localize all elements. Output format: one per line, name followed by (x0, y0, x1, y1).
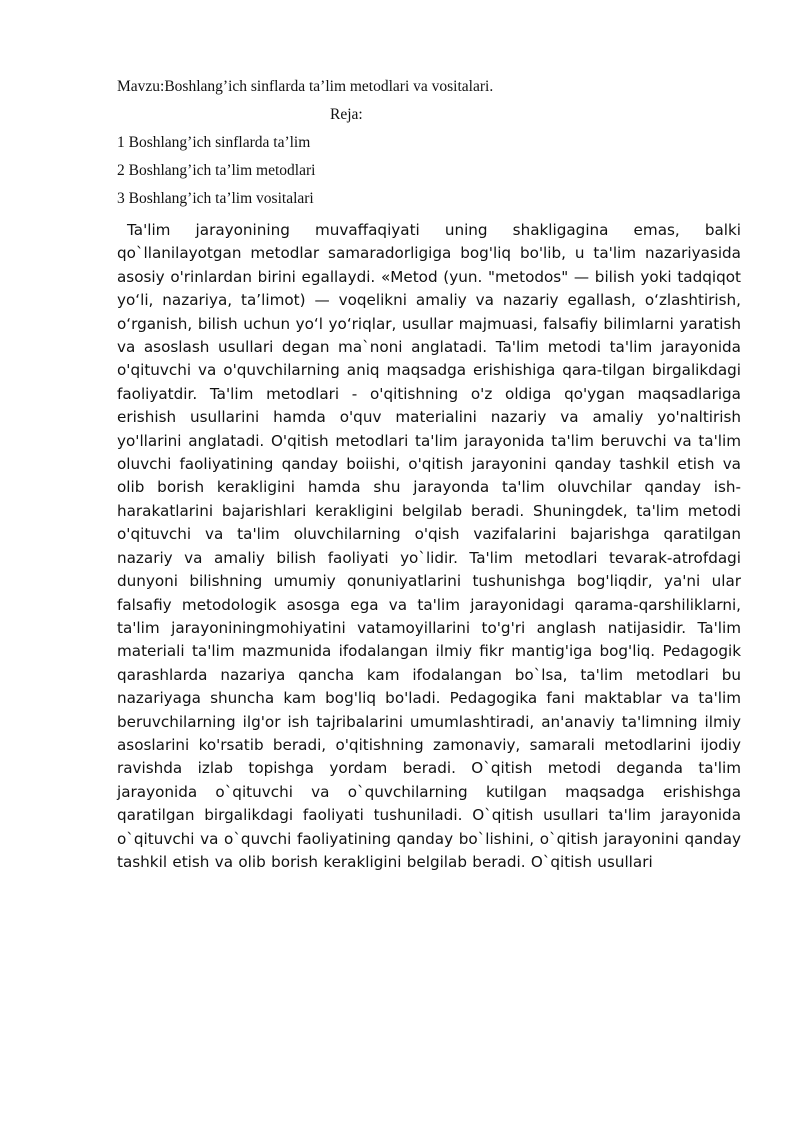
plan-item: 3 Boshlang’ich ta’lim vositalari (117, 190, 314, 207)
plan-heading: Reja: (330, 106, 363, 123)
plan-item: 1 Boshlang’ich sinflarda ta’lim (117, 134, 311, 151)
body-paragraph: Ta'lim jarayonining muvaffaqiyati uning shakligagina emas, balki qo`llanilayotgan metodlar samaradorligiga bog'liq bo'lib, u ta'lim nazariyasida asosiy o'rinlardan birini egallaydi. «Metod (yun. "metodos" — bilish yoki tadqiqot yo‘li, nazariya, ta’limot) — voqelikni amaliy va nazariy egallash, o‘zlashtirish, o‘rganish, bilish uchun yo‘l yo‘riqlar, usullar majmuasi, falsafiy bilimlarni yaratish va asoslash usullari degan ma`noni anglatadi. Ta'lim metodi ta'lim jarayonida o'qituvchi va o'quvchilarning aniq maqsadga erishishiga qara-tilgan birgalikdagi faoliyatdir. Ta'lim metodlari - o'qitishning o'z oldiga qo'ygan maqsadlariga erishish usullarini hamda o'quv materialini nazariy va amaliy yo'naltirish yo'llarini anglatadi. O'qitish metodlari ta'lim jarayonida ta'lim beruvchi va ta'lim oluvchi faoliyatining qanday boiishi, o'qitish jarayonini qanday tashkil etish va olib borish kerakligini hamda shu jarayonda ta'lim oluvchilar qanday ish-harakatlarini bajarishlari kerakligini belgilab beradi. Shuningdek, ta'lim metodi o'qituvchi va ta'lim oluvchilarning o'qish vazifalarini bajarishga qaratilgan nazariy va amaliy bilish faoliyati yo`lidir. Ta'lim metodlari tevarak-atrofdagi dunyoni bilishning umumiy qonuniyatlarini tushunishga bog'liqdir, ya'ni ular falsafiy metodologik asosga ega va ta'lim jarayonidagi qarama-qarshiliklarni, ta'lim jarayoniningmohiyatini vatamoyillarini to'g'ri anglash natijasidir. Ta'lim materiali ta'lim mazmunida ifodalangan ilmiy fikr mantig'iga bog'liq. Pedagogik qarashlarda nazariya qancha kam ifodalangan bo`lsa, ta'lim metodlari bu nazariyaga shuncha kam bog'liq bo'ladi. Pedagogika fani maktablar va ta'lim beruvchilarning ilg'or ish tajribalarini umumlashtiradi, an'anaviy ta'limning ilmiy asoslarini ko'rsatib beradi, o'qitishning zamonaviy, samarali metodlarini ijodiy ravishda izlab topishga yordam beradi. O`qitish metodi deganda ta'lim jarayonida o`qituvchi va o`quvchilarning kutilgan maqsadga erishishga qaratilgan birgalikdagi faoliyati tushuniladi. O`qitish usullari ta'lim jarayonida o`qituvchi va o`quvchi faoliyatining qanday bo`lishini, o`qitish jarayonini qanday tashkil etish va olib borish kerakligini belgilab beradi. O`qitish usullari (117, 221, 741, 871)
topic-title: Mavzu:Boshlang’ich sinflarda ta’lim metodlari va vositalari. (117, 78, 494, 95)
plan-item: 2 Boshlang’ich ta’lim metodlari (117, 162, 316, 179)
document-page (117, 73, 741, 874)
